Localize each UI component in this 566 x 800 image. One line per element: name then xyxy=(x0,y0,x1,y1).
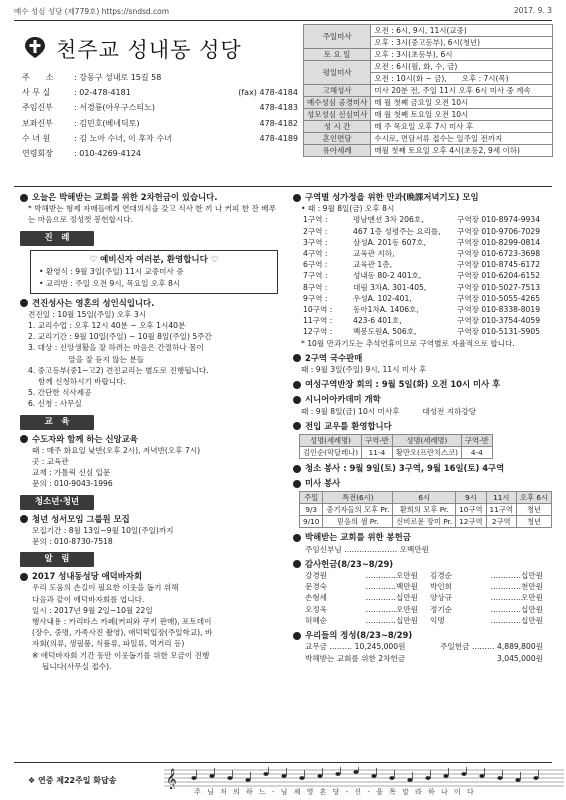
info-value: 수 녀 원 : 김 노아 수녀, 이 후자 수녀 xyxy=(22,131,172,146)
donor: 양상규 xyxy=(430,593,453,603)
table-cell: 구역-반 xyxy=(362,435,393,447)
table-cell: 청년 xyxy=(516,504,551,516)
info-label: 주 소 xyxy=(22,73,54,82)
zone-place: 우성A. 102-401, xyxy=(353,293,412,303)
text-line: 3. 대상 : 신앙생활을 잘 하려는 마음은 간절하나 몸이 xyxy=(28,343,204,353)
schedule-head: 유아세례 xyxy=(304,145,371,157)
music-note xyxy=(407,778,412,782)
info-label: 주임신부 xyxy=(22,103,53,113)
music-note xyxy=(497,776,502,780)
zone-contact: 구역장 010-5055-4265 xyxy=(457,293,541,303)
text-line: 모집기간 : 8월 13일~9월 10일(주일)까지 xyxy=(32,525,174,535)
bullet-icon xyxy=(293,354,301,362)
gift-entry xyxy=(305,592,418,603)
bullet-icon xyxy=(20,299,28,307)
schedule-row xyxy=(304,61,553,73)
gift-row xyxy=(293,592,555,603)
table-cell: 특전(6시) xyxy=(323,492,393,504)
music-note xyxy=(479,774,484,778)
text-line: 곳 : 교육관 xyxy=(32,457,69,467)
zone-name: 7구역 : xyxy=(303,271,328,281)
table-row xyxy=(300,504,552,516)
hymn-footer xyxy=(14,762,552,796)
info-row xyxy=(22,146,298,161)
schedule-time: 매 주 목요일 오후 7시 미사 후 xyxy=(371,121,553,133)
music-note xyxy=(299,776,304,780)
zone-row xyxy=(293,326,555,337)
zone-name: 6구역 : xyxy=(303,260,328,270)
text-line: 2. 교리기간 : 9월 10일(주일) ~ 10월 8일(주일) 5주간 xyxy=(28,332,212,342)
gift-entry xyxy=(305,581,418,592)
info-label: 사 무 실 xyxy=(22,88,51,98)
table-cell: 6시 xyxy=(393,492,456,504)
zone-list xyxy=(293,214,555,337)
offering-body: 주임신부님 ………………… 오백만원 xyxy=(305,544,430,554)
zone-row xyxy=(293,304,555,315)
newcomer-table xyxy=(299,434,493,459)
info-row xyxy=(22,116,298,131)
table-cell: 2구역 xyxy=(486,516,516,528)
church-logo-icon xyxy=(22,34,48,60)
tithe-row: 교무금 ……… 10,245,000원 주일헌금 ……… 4,889,800원 xyxy=(305,642,543,652)
section-title: 견진성사는 영혼의 성인식입니다. xyxy=(20,298,282,309)
info-phone: 478-4183 xyxy=(259,103,298,113)
info-value: 사 무 실 : 02-478-4181 xyxy=(22,85,131,100)
text-line: ※ 애덕바자회 기간 동안 이웃돕기를 위한 모금이 진행 xyxy=(32,650,210,660)
zone-place: 동아1차A. 1406호, xyxy=(353,305,419,315)
schedule-head: 성 시 간 xyxy=(304,121,371,133)
bullet-icon xyxy=(20,435,28,443)
welcome-line: • 환영식 : 9월 3일(주일) 11시 교중미사 중 xyxy=(39,266,184,276)
schedule-head: 주일미사 xyxy=(304,25,371,49)
academy-body: 때 : 9월 8일(금) 10시 미사후 대성전 지하강당 xyxy=(301,406,477,416)
table-cell: 성명(세례명) xyxy=(392,435,461,447)
table-row xyxy=(300,516,552,528)
gift-row xyxy=(293,581,555,592)
music-note xyxy=(425,776,430,780)
gift-entry xyxy=(430,615,543,626)
schedule-row xyxy=(304,145,553,157)
thanks-offering-list xyxy=(293,570,555,626)
zone-row xyxy=(293,237,555,248)
text-line: (장수, 중명, 가족사진 촬영), 애덕떡입장(주일학교), 바 xyxy=(32,628,213,638)
section-title: 박해받는 교회를 위한 봉헌금 xyxy=(293,532,555,543)
music-note xyxy=(533,776,538,780)
section-divider xyxy=(14,186,552,187)
table-cell: 청년 xyxy=(516,516,551,528)
text-line: 행사내용 : 카리타스 카페(커피와 쿠키 판매), 포토데이 xyxy=(32,617,212,627)
zone-name: 10구역 : xyxy=(303,305,333,315)
music-note xyxy=(389,776,394,780)
info-row xyxy=(22,85,298,100)
zone-row xyxy=(293,270,555,281)
table-cell: 12구역 xyxy=(456,516,486,528)
zone-name: 3구역 : xyxy=(303,237,328,247)
zone-place: 교육관 1층, xyxy=(353,260,393,270)
bullet-icon xyxy=(20,194,28,202)
text-line: 6. 신청 : 사무실 xyxy=(28,399,82,409)
header-rule xyxy=(14,20,552,21)
noodle-sale-body: 때 : 9월 3일(주일) 9시, 11시 미사 후 xyxy=(301,365,427,375)
gift-entry xyxy=(430,570,543,581)
music-note xyxy=(191,776,196,780)
bazaar-details xyxy=(20,582,282,672)
gift-entry xyxy=(430,604,543,615)
zone-name: 8구역 : xyxy=(303,282,328,292)
schedule-time: 매 월 첫째 금요일 오전 10시 xyxy=(371,97,553,109)
amount: …………백만원 xyxy=(365,582,418,592)
zone-place: 467 1층 성령주는 요리를, xyxy=(353,226,441,236)
zone-contact: 구역장 010-9706-7029 xyxy=(457,226,541,236)
music-note xyxy=(515,778,520,782)
music-note xyxy=(245,778,250,782)
section-title: 오늘은 박해받는 교회를 위한 2차헌금이 있습니다. xyxy=(20,192,282,203)
table-cell: 11시 xyxy=(486,492,516,504)
gift-row xyxy=(293,604,555,615)
gift-entry xyxy=(305,604,418,615)
church-name: 천주교 성내동 성당 xyxy=(56,38,242,62)
zone-name: 1구역 : xyxy=(303,215,328,225)
zone-place: 삼성A. 201동 607호, xyxy=(353,237,427,247)
zone-row xyxy=(293,214,555,225)
table-cell: 믿음의 샘 Pr. xyxy=(323,516,393,528)
bullet-icon xyxy=(293,632,301,640)
issue-info: 예수 성심 성당 (제779호) https://sndsd.com xyxy=(14,7,170,16)
music-note xyxy=(263,772,268,776)
schedule-row xyxy=(304,25,553,37)
table-row xyxy=(300,435,493,447)
amount: …………천만원 xyxy=(490,582,543,592)
zone-place: 대림 3차A. 301-405, xyxy=(353,282,427,292)
donor: 손형세 xyxy=(305,593,328,603)
info-value: 주임신부 : 서경룡(아우구스티노) xyxy=(22,100,155,115)
section-title: 미사 봉사 xyxy=(293,478,555,489)
zone-name: 2구역 : xyxy=(303,226,328,236)
table-cell: 9/3 xyxy=(300,504,323,516)
zone-row xyxy=(293,282,555,293)
prayer-when: • 때 : 9월 8일(금) 오후 8시 xyxy=(301,204,395,214)
banner-notice: 알 림 xyxy=(20,552,94,567)
section-body: * 박해받는 형제 자매들에게 연대의식을 갖고 식사 한 끼 나 커피 한 잔 배푸는 마음으로 정성껏 봉헌합시다. xyxy=(28,204,276,225)
table-cell: 오후 6시 xyxy=(516,492,551,504)
education-details xyxy=(20,445,282,490)
text-line: 자회(의류, 생필품, 식품류, 파일류, 먹거리 등) xyxy=(32,639,185,649)
bullet-icon xyxy=(293,534,301,542)
text-line: 4. 중고등부(중1~고2) 견진교리는 별도로 진행됩니다. xyxy=(28,365,209,375)
schedule-head: 성모성심 신심미사 xyxy=(304,109,371,121)
info-value: 보좌신부 : 김민호(베네딕토) xyxy=(22,116,140,131)
donor: 박인희 xyxy=(430,582,453,592)
text-line: 문의 : 010-8730-7518 xyxy=(32,537,113,547)
zone-name: 4구역 : xyxy=(303,249,328,259)
table-cell: 성명(세례명) xyxy=(300,435,362,447)
schedule-time: 매 월 첫째 토요일 오전 10시 xyxy=(371,109,553,121)
left-column xyxy=(20,190,282,672)
zone-row xyxy=(293,226,555,237)
bullet-icon xyxy=(293,465,301,473)
schedule-head: 평일미사 xyxy=(304,61,371,85)
table-cell: 9/10 xyxy=(300,516,323,528)
table-row xyxy=(300,447,493,459)
banner-liturgy: 진 례 xyxy=(20,231,94,246)
section-title: 시니어아카데미 개학 xyxy=(293,394,555,405)
schedule-row xyxy=(304,133,553,145)
zone-place: 423-6 401호, xyxy=(353,316,402,326)
issue-header xyxy=(14,6,552,20)
zone-contact: 구역장 010-3754-4059 xyxy=(457,316,541,326)
issue-date: 2017. 9. 3 xyxy=(513,6,552,15)
banner-education: 교 육 xyxy=(20,415,94,430)
zone-row xyxy=(293,259,555,270)
gift-entry xyxy=(430,581,543,592)
music-note xyxy=(227,776,232,780)
svg-text:𝄞: 𝄞 xyxy=(166,769,177,789)
schedule-row xyxy=(304,121,553,133)
table-cell: 중기자들의 모후 Pr. xyxy=(323,504,393,516)
welcome-box xyxy=(30,250,278,294)
music-staff-icon xyxy=(164,767,564,789)
section-title: 전입 교우를 환영합니다 xyxy=(293,421,555,432)
welcome-line: • 교리반 : 주일 오전 9시, 목요일 오후 8시 xyxy=(39,278,181,288)
schedule-time: 오전 : 6시(월, 화, 수, 금) xyxy=(371,61,553,73)
schedule-time: 오후 : 3시(중고등부), 6시(청년) xyxy=(371,37,553,49)
amount: …………십만원 xyxy=(490,604,543,614)
music-note xyxy=(371,774,376,778)
zone-row xyxy=(293,248,555,259)
info-phone: (fax) 478-4184 xyxy=(238,88,298,98)
gift-entry xyxy=(305,615,418,626)
bullet-icon: ❖ xyxy=(28,776,38,785)
amount: …………십만원 xyxy=(365,615,418,625)
bullet-icon xyxy=(293,381,301,389)
text-line: 견진일 : 10월 15일(주일) 오후 3시 xyxy=(28,309,147,319)
table-cell: 10구역 xyxy=(456,504,486,516)
zone-contact: 구역장 010-6723-3698 xyxy=(457,249,541,259)
section-title: 청년 성서모임 그룹원 모집 xyxy=(20,514,282,525)
music-note xyxy=(335,772,340,776)
bullet-icon xyxy=(293,194,301,202)
table-cell: 9시 xyxy=(456,492,486,504)
text-line: 됩니다(사무실 접수). xyxy=(32,661,112,671)
schedule-row xyxy=(304,109,553,121)
table-cell: 신비로운 장미 Pr. xyxy=(393,516,456,528)
schedule-head: 토 요 일 xyxy=(304,49,371,61)
table-cell: 구역-반 xyxy=(461,435,492,447)
section-title: 수도자와 함께 하는 신앙교육 xyxy=(20,434,282,445)
zone-contact: 구역장 010-8974-9934 xyxy=(457,215,541,225)
table-cell: 김인순(막달레나) xyxy=(300,447,362,459)
schedule-row xyxy=(304,85,553,97)
gift-row xyxy=(293,615,555,626)
donor: 문경숙 xyxy=(305,582,328,592)
section-title: 여성구역반장 회의 : 9월 5일(화) 오전 10시 미사 후 xyxy=(293,379,555,390)
table-cell: 4-4 xyxy=(461,447,492,459)
zone-place: 평남맨션 3차 206호, xyxy=(353,215,424,225)
info-phone: 478-4182 xyxy=(259,118,298,128)
schedule-time: 매월 첫째 토요일 오후 4시(초등2, 9세 이하) xyxy=(371,145,553,157)
text-line: 문의 : 010-9043-1996 xyxy=(32,479,113,489)
text-line: 교재 : 가톨릭 신심 입문 xyxy=(32,468,111,478)
schedule-time: 수시로, 면담서류 접수는 일주일 전까지 xyxy=(371,133,553,145)
amount: …………오만원 xyxy=(365,604,418,614)
zone-place: 백봉도원A. 506호, xyxy=(353,327,417,337)
right-column xyxy=(293,190,555,664)
info-value: 연령회장 : 010-4269-4124 xyxy=(22,146,141,161)
section-title: 2구역 국수판매 xyxy=(293,353,555,364)
bullet-icon xyxy=(293,560,301,568)
confirmation-details xyxy=(20,309,282,410)
youth-details xyxy=(20,525,282,547)
section-title: 구역별 성가정을 위한 만과(晩課저녁기도) 모임 xyxy=(293,192,555,203)
zone-contact: 구역장 010-6204-6152 xyxy=(457,271,541,281)
donor: 허혜순 xyxy=(305,615,328,625)
amount: …………오만원 xyxy=(365,571,418,581)
schedule-head: 혼인면담 xyxy=(304,133,371,145)
section-title: 2017 성내동성당 애덕바자회 xyxy=(20,571,282,582)
welcome-title: ♡ 예비신자 여러분, 환영합니다 ♡ xyxy=(89,254,219,265)
info-label: 연령회장 xyxy=(22,149,53,159)
bullet-icon xyxy=(293,480,301,488)
zone-contact: 구역장 010-5027-7513 xyxy=(457,282,541,292)
table-cell: 환희의 모후 Pr. xyxy=(393,504,456,516)
section-title: 청소 봉사 : 9월 9일(토) 3구역, 9월 16일(토) 4구역 xyxy=(293,463,555,474)
bullet-icon xyxy=(20,573,28,581)
schedule-time: 오후 : 3시(초등부), 6시 xyxy=(371,49,553,61)
info-label: 보좌신부 xyxy=(22,118,53,128)
mass-service-table xyxy=(299,491,552,528)
text-line: 1. 교리수업 : 오후 12시 40분 ~ 오후 1시40분 xyxy=(28,321,186,331)
table-cell: 주일 xyxy=(300,492,323,504)
music-note xyxy=(461,772,466,776)
zone-name: 9구역 : xyxy=(303,293,328,303)
prayer-note: * 10월 만과기도는 추석연휴이므로 구역별로 자율적으로 합니다. xyxy=(301,338,515,348)
text-line: 5. 간단한 식사제공 xyxy=(28,388,92,398)
info-label: 수 녀 원 xyxy=(22,133,51,143)
schedule-head: 고해성사 xyxy=(304,85,371,97)
schedule-row xyxy=(304,97,553,109)
table-cell: 11구역 xyxy=(486,504,516,516)
contact-info xyxy=(22,70,298,161)
text-line: 일시 : 2017년 9월 2일~10월 22일 xyxy=(32,605,153,615)
mass-schedule-table xyxy=(303,24,553,157)
text-line: 때 : 매주 화요일 낮반(오후 2시), 저녁반(오후 7시) xyxy=(32,445,201,455)
music-note xyxy=(443,774,448,778)
donor: 오정욱 xyxy=(305,604,328,614)
schedule-time: 미사 20분 전, 주일 11시 오후 6시 미사 중 계속 xyxy=(371,85,553,97)
amount: …………십만원 xyxy=(490,615,543,625)
table-cell: 11-4 xyxy=(362,447,393,459)
donor: 익명 xyxy=(430,615,445,625)
hymn-lyrics: 주 님 저 의 하 느 - 님 제 영 혼 당 - 신 - 을 목 말 라 하 나 이 다 xyxy=(194,788,476,796)
schedule-time: 오전 : 6시, 9시, 11시(교중) xyxy=(371,25,553,37)
zone-name: 11구역 : xyxy=(303,316,333,326)
zone-contact: 구역장 010-8338-8019 xyxy=(457,305,541,315)
schedule-time: 오전 : 10시(화 ~ 금), 오후 : 7시(목) xyxy=(371,73,553,85)
donor: 강경원 xyxy=(305,571,328,581)
music-note xyxy=(209,774,214,778)
info-value: 주 소 : 강동구 성내로 15길 58 xyxy=(22,70,161,85)
section-title: 우리들의 정성(8/23~8/29) xyxy=(293,630,555,641)
bullet-icon xyxy=(293,422,301,430)
second-collection-row: 박해받는 교회를 위한 2차헌금 3,045,000원 xyxy=(305,653,543,663)
table-cell: 황만오(프란치스코) xyxy=(392,447,461,459)
music-note xyxy=(281,774,286,778)
zone-row xyxy=(293,315,555,326)
amount: …………십만원 xyxy=(365,593,418,603)
gift-entry xyxy=(305,570,418,581)
bullet-icon xyxy=(293,396,301,404)
zone-contact: 구역장 010-5131-5905 xyxy=(457,327,541,337)
info-row xyxy=(22,70,298,85)
banner-youth: 청소년·청년 xyxy=(20,495,94,510)
info-row xyxy=(22,131,298,146)
bullet-icon xyxy=(20,515,28,523)
info-row xyxy=(22,100,298,115)
hymn-title: ❖ 연중 제22주일 화답송 xyxy=(28,776,117,785)
info-phone: 478-4189 xyxy=(259,133,298,143)
zone-place: 성내동 80-2 401호, xyxy=(353,271,422,281)
text-line: 말을 잘 듣지 않는 분들 xyxy=(28,354,145,364)
gift-row xyxy=(293,570,555,581)
zone-contact: 구역장 010-8299-0814 xyxy=(457,237,541,247)
donor: 정기순 xyxy=(430,604,453,614)
amount: …………오만원 xyxy=(490,593,543,603)
section-title: 감사헌금(8/23~8/29) xyxy=(293,559,555,570)
table-row xyxy=(300,492,552,504)
text-line: 우리 도움의 손길이 필요한 이웃을 돕기 위해 xyxy=(32,583,179,593)
text-line: 함께 신청하시기 바랍니다. xyxy=(28,377,126,387)
zone-place: 교육관 지하, xyxy=(353,249,395,259)
amount: …………십만원 xyxy=(490,571,543,581)
zone-contact: 구역장 010-8745-6172 xyxy=(457,260,541,270)
donor: 김경순 xyxy=(430,571,453,581)
zone-row xyxy=(293,293,555,304)
gift-entry xyxy=(430,592,543,603)
schedule-head: 예수성심 공경미사 xyxy=(304,97,371,109)
music-note xyxy=(353,770,358,774)
zone-name: 12구역 : xyxy=(303,327,333,337)
text-line: 다음과 같이 애덕바자회를 엽니다. xyxy=(32,594,145,604)
music-note xyxy=(317,774,322,778)
schedule-row xyxy=(304,49,553,61)
